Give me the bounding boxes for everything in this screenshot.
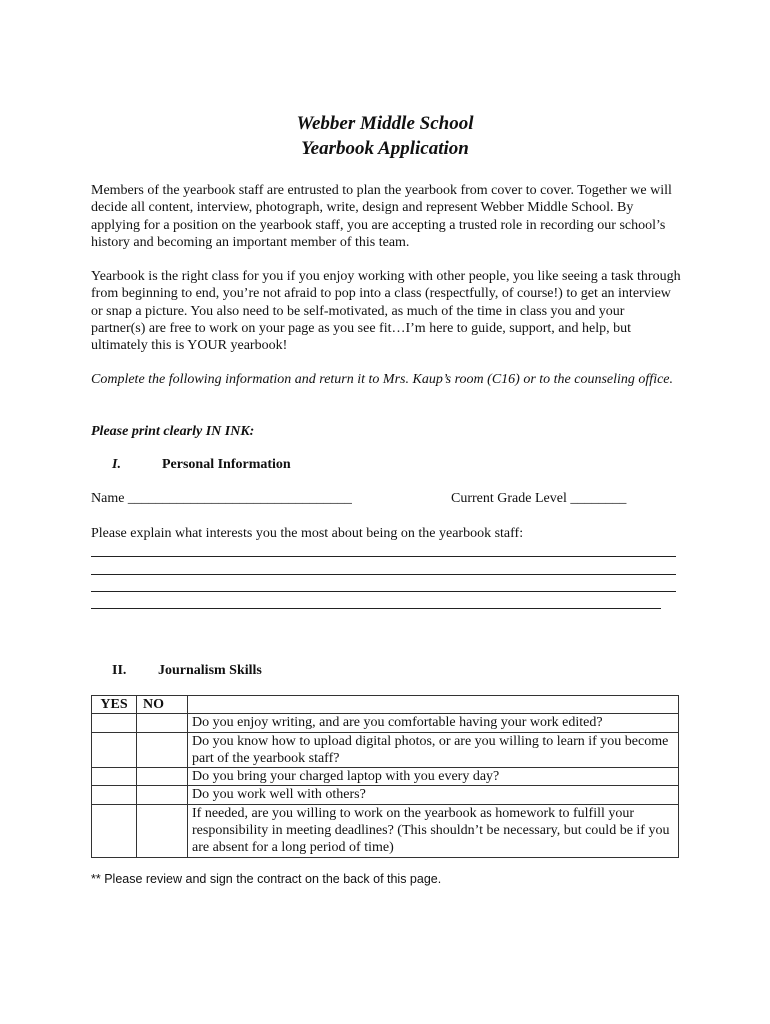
section-2-numeral: II. [112, 663, 127, 678]
section-1-numeral: I. [112, 457, 121, 472]
school-name: Webber Middle School [296, 113, 474, 134]
question-column-header [188, 696, 679, 714]
question-text: Do you work well with others? [188, 786, 679, 804]
answer-line-2[interactable] [91, 574, 676, 575]
answer-line-4[interactable] [91, 608, 661, 609]
intro-paragraph-1: Members of the yearbook staff are entrusted to plan the yearbook from cover to cover. Together we will decide all content, interview, photograph, write, design and represent Webber Middle School. By applying for a position on the yearbook staff, you are accepting a trusted role in recording our school’s history and becoming an important member of this team. [91, 183, 672, 250]
yes-column-header: YES [92, 696, 137, 714]
section-2-title: Journalism Skills [158, 663, 262, 678]
no-checkbox-cell[interactable] [137, 768, 188, 786]
form-title: Yearbook Application [301, 138, 469, 159]
grade-level-field[interactable]: Current Grade Level ________ [451, 491, 627, 506]
name-field[interactable]: Name ________________________________ [91, 491, 352, 506]
table-row [92, 732, 679, 768]
answer-line-3[interactable] [91, 591, 676, 592]
table-row [92, 804, 679, 857]
instructions-text: Complete the following information and return it to Mrs. Kaup’s room (C16) or to the counseling office. [91, 372, 674, 387]
table-header-row [92, 696, 679, 714]
no-checkbox-cell[interactable] [137, 786, 188, 804]
skills-table [91, 695, 679, 858]
yes-checkbox-cell[interactable] [92, 786, 137, 804]
footer-note: ** Please review and sign the contract on the back of this page. [91, 872, 442, 886]
no-checkbox-cell[interactable] [137, 732, 188, 768]
intro-paragraph-2: Yearbook is the right class for you if you enjoy working with other people, you like seeing a task through from beginning to end, you’re not afraid to pop into a class (respectfully, of course!) to get an interview or snap a picture. You also need to be self-motivated, as much of the time in class you and your partner(s) are free to work on your page as you see fit…I’m here to guide, support, and help, but ultimately this is YOUR yearbook! [91, 269, 681, 354]
interest-prompt: Please explain what interests you the most about being on the yearbook staff: [91, 526, 524, 541]
question-text: Do you know how to upload digital photos, or are you willing to learn if you become part of the yearbook staff? [188, 732, 679, 768]
print-note: Please print clearly IN INK: [91, 424, 255, 439]
no-column-header: NO [137, 696, 188, 714]
answer-line-1[interactable] [91, 556, 676, 557]
yes-checkbox-cell[interactable] [92, 714, 137, 732]
question-text: Do you enjoy writing, and are you comfortable having your work edited? [188, 714, 679, 732]
yes-checkbox-cell[interactable] [92, 804, 137, 857]
yes-checkbox-cell[interactable] [92, 768, 137, 786]
question-text: Do you bring your charged laptop with you every day? [188, 768, 679, 786]
no-checkbox-cell[interactable] [137, 804, 188, 857]
question-text: If needed, are you willing to work on the yearbook as homework to fulfill your responsibility in meeting deadlines? (This shouldn’t be necessary, but could be if you are absent for a long period of time) [188, 804, 679, 857]
table-row [92, 768, 679, 786]
yes-checkbox-cell[interactable] [92, 732, 137, 768]
no-checkbox-cell[interactable] [137, 714, 188, 732]
section-1-title: Personal Information [162, 457, 291, 472]
table-row [92, 714, 679, 732]
table-row [92, 786, 679, 804]
